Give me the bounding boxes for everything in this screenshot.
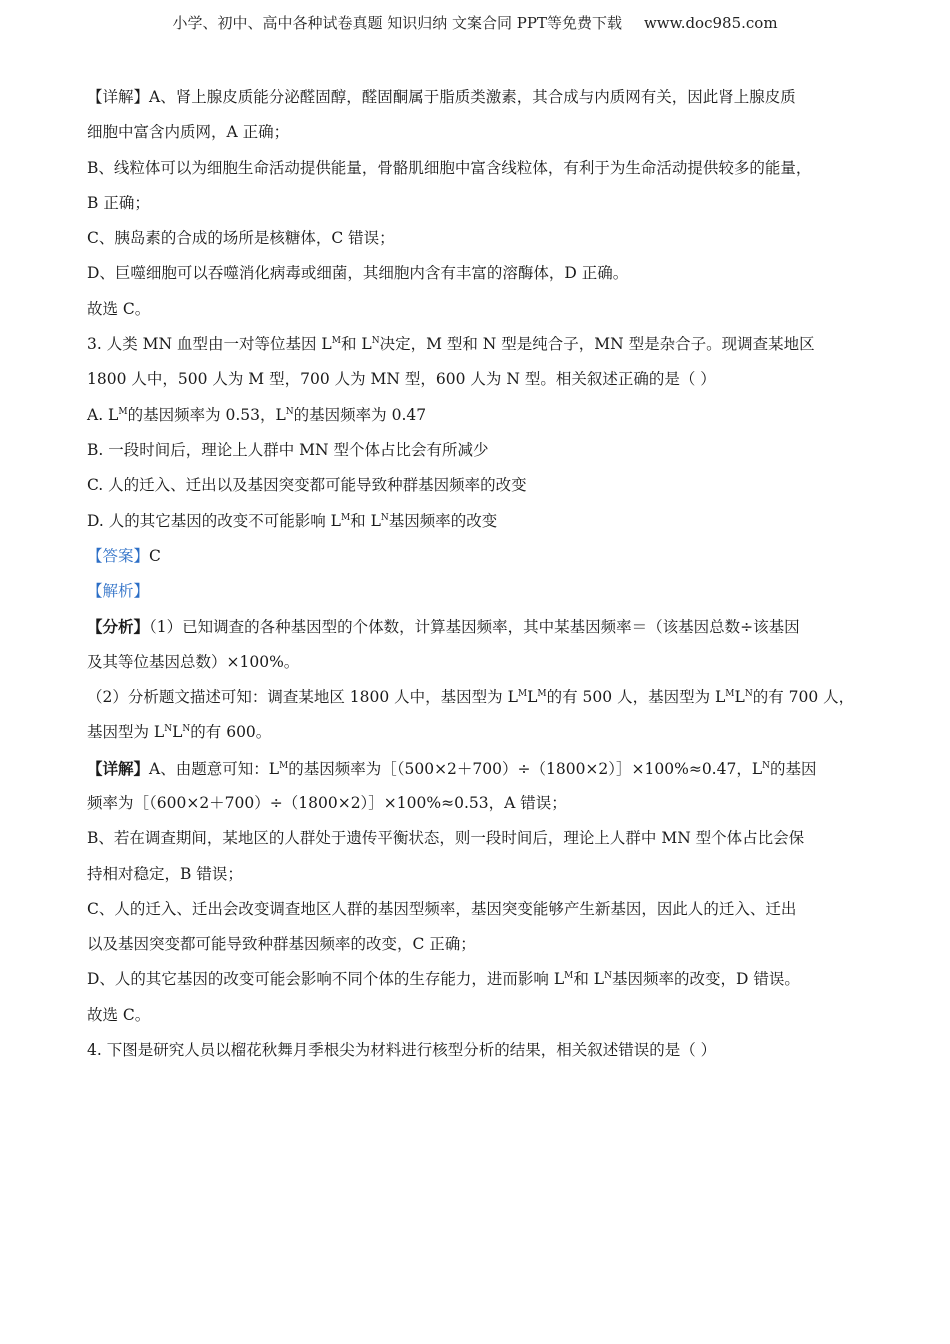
text-line: 及其等位基因总数）×100%。	[87, 652, 300, 671]
document-body	[87, 80, 877, 1068]
header-site: www.doc985.com	[643, 14, 778, 32]
text-line: C、人的迁入、迁出会改变调查地区人群的基因型频率，基因突变能够产生新基因，因此人的迁入、迁出	[87, 899, 797, 918]
detail-label: 【详解】	[87, 758, 150, 778]
text-line: 持相对稳定，B 错误；	[87, 864, 243, 883]
question-3-stem: 3. 人类 MN 血型由一对等位基因 $L^M$和 $L^N$决定，M 型和 N 型是纯合子，MN 型是杂合子。现调查某地区	[87, 335, 815, 354]
option-c: C. 人的迁入、迁出以及基因突变都可能导致种群基因频率的改变	[87, 476, 527, 495]
option-d: D. 人的其它基因的改变不可能影响 $L^M$和 $L^N$基因频率的改变	[87, 511, 498, 530]
text-line: B、线粒体可以为细胞生命活动提供能量，骨骼肌细胞中富含线粒体，有利于为生命活动提供较多的能量，	[87, 158, 812, 177]
analysis-heading	[87, 574, 877, 609]
text-line: 频率为［（600×2＋700）÷（1800×2）］×100%≈0.53，A 错误；	[87, 793, 567, 812]
text-line: 故选 C。	[87, 1005, 151, 1024]
answer-line	[87, 539, 877, 574]
text-line: B、若在调查期间，某地区的人群处于遗传平衡状态，则一段时间后，理论上人群中 MN 型个体占比会保	[87, 829, 805, 848]
header-text: 小学、初中、高中各种试卷真题 知识归纳 文案合同 PPT等免费下载	[172, 14, 622, 32]
question-4-stem: 4. 下图是研究人员以榴花秋舞月季根尖为材料进行核型分析的结果，相关叙述错误的是（ ）	[87, 1041, 717, 1060]
text-line: 【详解】A、肾上腺皮质能分泌醛固醇，醛固酮属于脂质类激素，其合成与内质网有关，因此肾上腺皮质	[87, 88, 796, 106]
text-line: B 正确；	[87, 193, 150, 212]
option-b: B. 一段时间后，理论上人群中 MN 型个体占比会有所减少	[87, 440, 489, 459]
answer-label: 【答案】	[87, 546, 150, 565]
text-line: 故选 C。	[87, 299, 151, 318]
analysis-line: （2）分析题文描述可知：调查某地区 1800 人中，基因型为 $L^ML^M$的有 500 人，基因型为 $L^ML^N$的有 700 人，	[87, 688, 855, 707]
text-line: 以及基因突变都可能导致种群基因频率的改变，C 正确；	[87, 935, 476, 954]
text-line: 细胞中富含内质网，A 正确；	[87, 123, 290, 142]
page-header	[0, 12, 950, 33]
answer-value: C	[149, 546, 161, 565]
analysis-line: 【分析】（1）已知调查的各种基因型的个体数，计算基因频率，其中某基因频率＝（该基因总数÷该基因	[87, 617, 800, 637]
detail-line: 【详解】A、由题意可知：$L^M$的基因频率为［（500×2＋700）÷（1800×2）］×100%≈0.47，$L^N$的基因	[87, 758, 817, 778]
option-a: A. $L^M$的基因频率为 0.53，$L^N$的基因频率为 0.47	[87, 405, 427, 424]
text-line: D、巨噬细胞可以吞噬消化病毒或细菌，其细胞内含有丰富的溶酶体，D 正确。	[87, 264, 629, 283]
detail-line: D、人的其它基因的改变可能会影响不同个体的生存能力，进而影响 $L^M$和 $L^N$基因频率的改变，D 错误。	[87, 970, 800, 989]
text-line: 1800 人中，500 人为 M 型，700 人为 MN 型，600 人为 N 型。相关叙述正确的是（ ）	[87, 370, 716, 389]
text-line: C、胰岛素的合成的场所是核糖体，C 错误；	[87, 229, 395, 248]
analysis-line: 基因型为 $L^NL^N$的有 600。	[87, 723, 272, 742]
analysis-label: 【解析】	[87, 582, 150, 601]
analysis-sub-label: 【分析】	[87, 617, 150, 637]
